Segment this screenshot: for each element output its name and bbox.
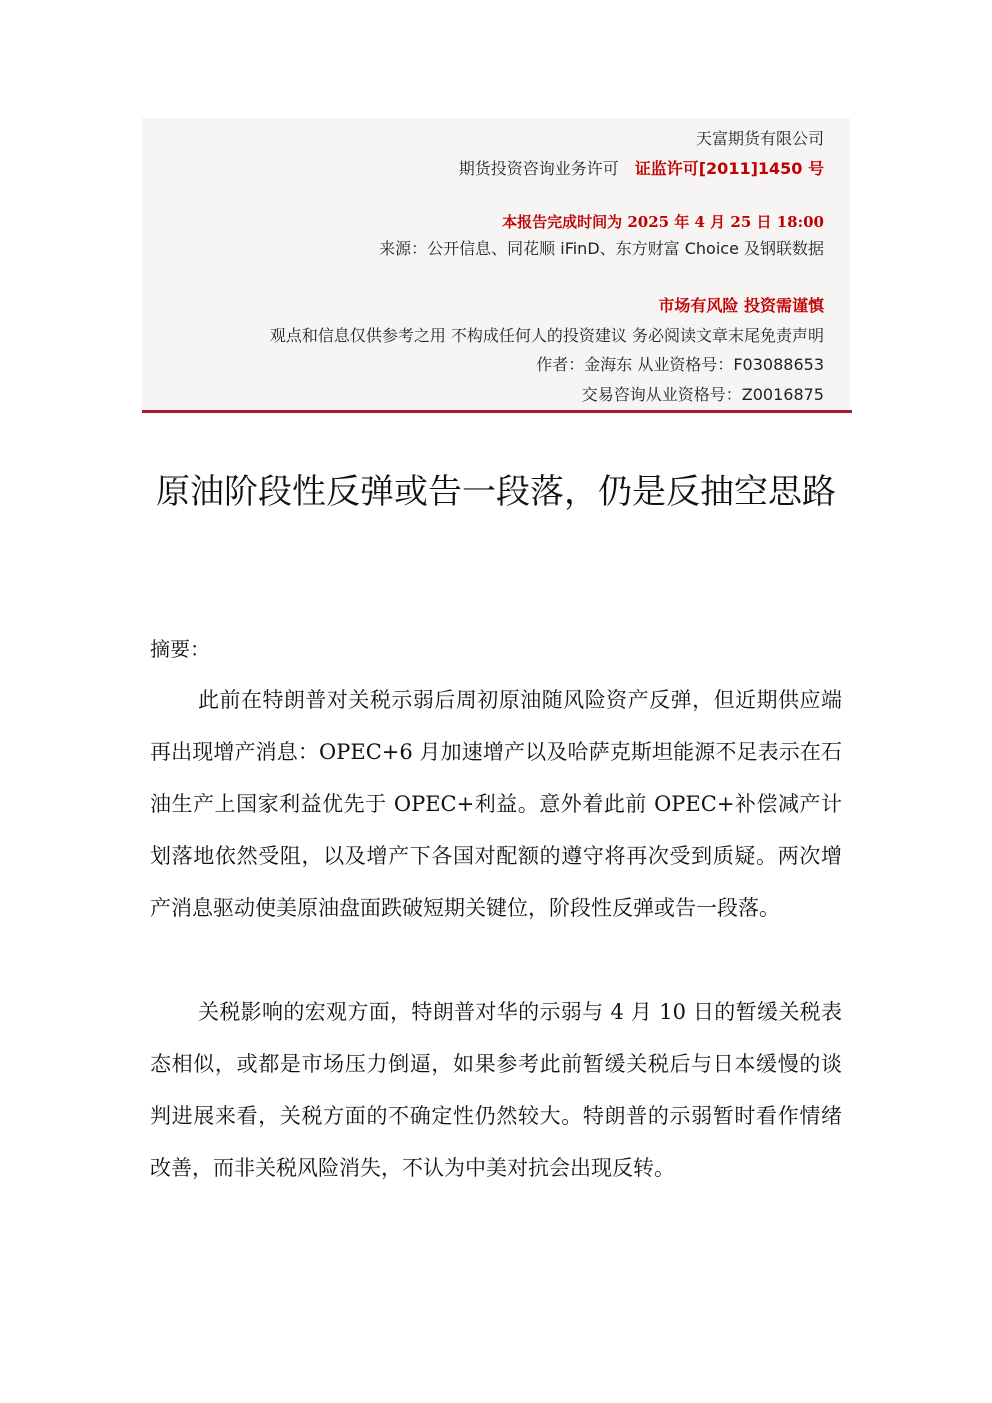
consult-license: 交易咨询从业资格号：Z0016875 <box>581 385 824 404</box>
disclaimer: 观点和信息仅供参考之用 不构成任何人的投资建议 务必阅读文章末尾免责声明 <box>269 326 824 345</box>
report-time: 本报告完成时间为 2025 年 4 月 25 日 18:00 <box>502 213 824 231</box>
header-divider <box>142 410 852 413</box>
abstract-paragraph-2: 关税影响的宏观方面，特朗普对华的示弱与 4 月 10 日的暂缓关税表态相似，或都是市场压力倒逼，如果参考此前暂缓关税后与日本缓慢的谈判进展来看，关税方面的不确定性仍然较大。特朗普的示弱暂时看作情绪改善，而非关税风险消失，不认为中美对抗会出现反转。 <box>150 1000 842 1180</box>
abstract-paragraph-1: 此前在特朗普对关税示弱后周初原油随风险资产反弹，但近期供应端再出现增产消息：OPEC+6 月加速增产以及哈萨克斯坦能源不足表示在石油生产上国家利益优先于 OPEC+利益。意外着此前 OPEC+补偿减产计划落地依然受阻，以及增产下各国对配额的遵守将再次受到质疑。两次增产消息驱动使美原油盘面跌破短期关键位，阶段性反弹或告一段落。 <box>150 688 842 920</box>
risk-warning: 市场有风险 投资需谨慎 <box>658 296 824 315</box>
company-name: 天富期货有限公司 <box>695 129 824 148</box>
license-line <box>459 158 824 180</box>
license-label: 期货投资咨询业务许可 <box>458 159 619 178</box>
abstract-label: 摘要： <box>150 637 210 661</box>
license-number: 证监许可[2011]1450 号 <box>634 159 824 178</box>
report-header <box>142 118 850 410</box>
report-title: 原油阶段性反弹或告一段落，仍是反抽空思路 <box>156 472 836 512</box>
author-info: 作者：金海东 从业资格号：F03088653 <box>536 355 824 374</box>
data-source: 来源：公开信息、同花顺 iFinD、东方财富 Choice 及钢联数据 <box>379 239 824 258</box>
